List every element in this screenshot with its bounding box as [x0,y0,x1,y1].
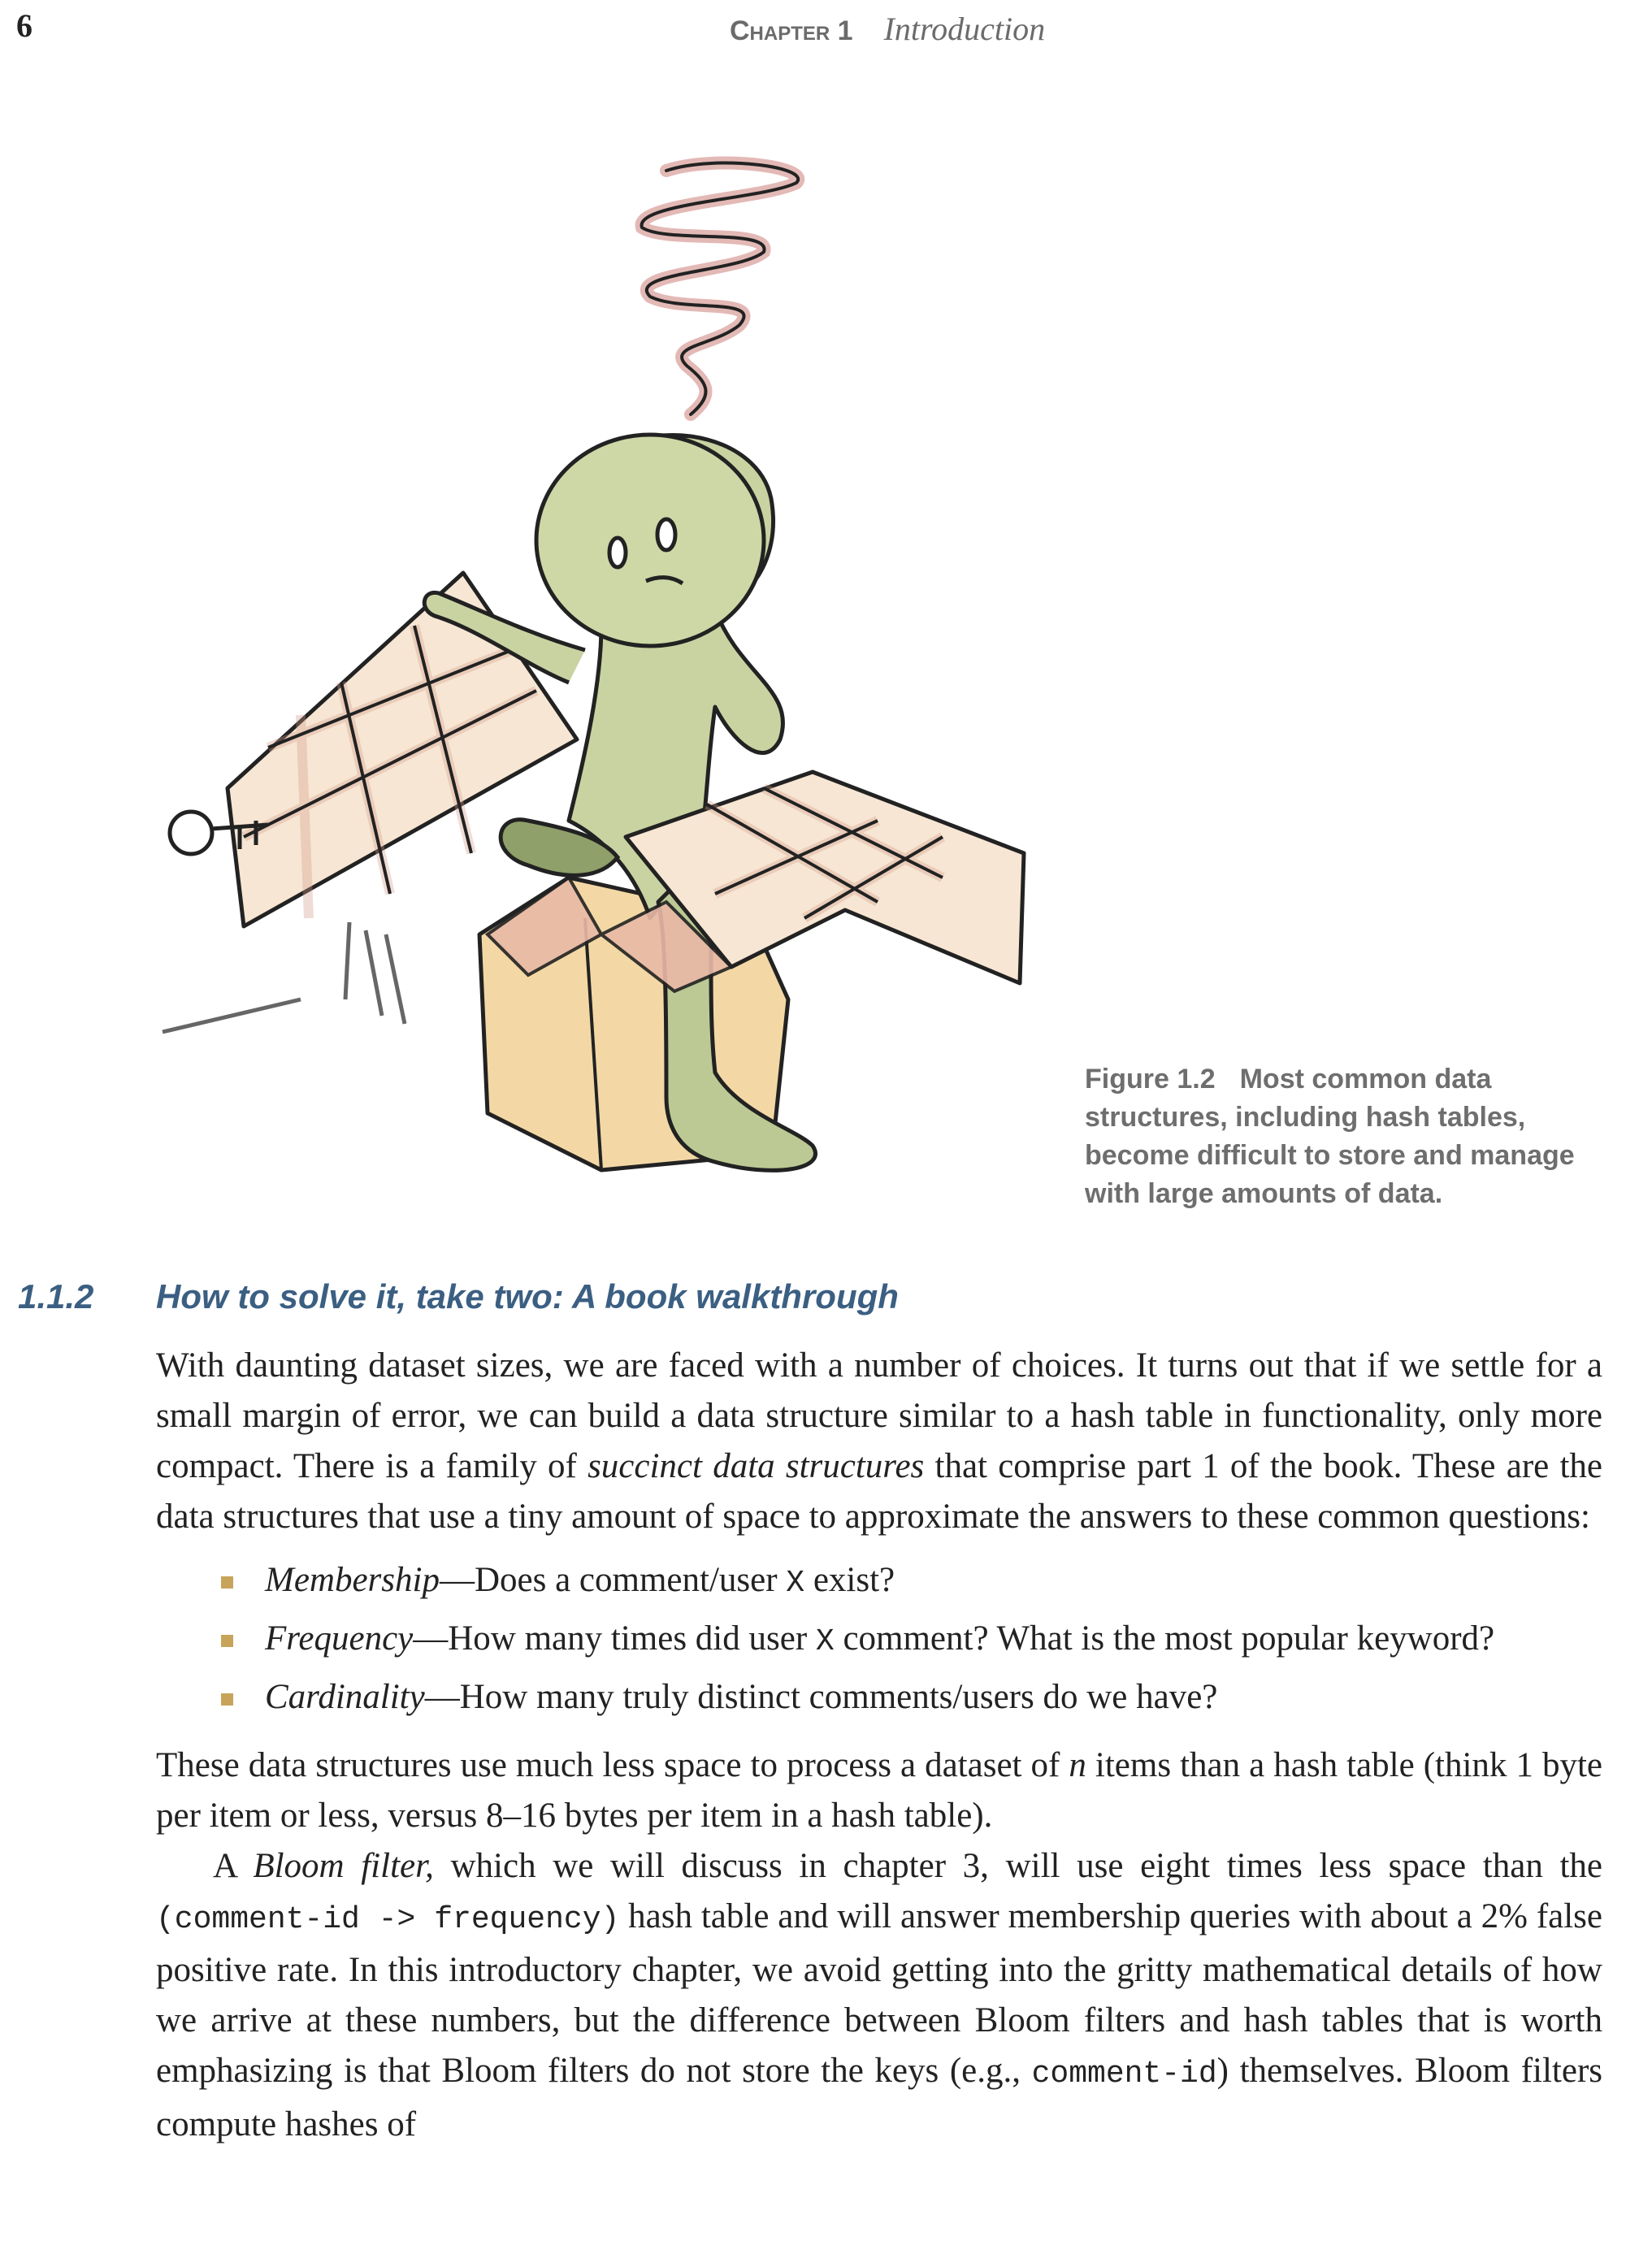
page-number: 6 [16,7,33,44]
figure-illustration [146,122,1048,1203]
section-heading [18,1277,899,1316]
chapter-title: Introduction [883,11,1046,47]
paragraph: With daunting dataset sizes, we are faced with a number of choices. It turns out that if we settle for a small margin of error, we can build a data structure similar to a hash table in functionality, only more compact. There is a family of succinct data structures that comprise part 1 of the book. These are the data structures that use a tiny amount of space to approximate the answers to these common questions: [156,1346,1602,1536]
question-list [156,1555,1602,1726]
figure-caption-text: Most common data structures, including hash tables, become difficult to store and manage with large amounts of data. [1085,1064,1575,1209]
section-number: 1.1.2 [18,1277,94,1316]
figure-caption [1085,1060,1605,1213]
motion-lines [163,922,405,1032]
box-lid-left [228,573,577,926]
list-item: Membership—Does a comment/user X exist? [265,1555,1602,1609]
list-item: Cardinality—How many truly distinct comments/users do we have? [265,1672,1602,1726]
figure-label: Figure 1.2 [1085,1064,1216,1094]
confusion-squiggle [642,163,799,414]
section-title: How to solve it, take two: A book walkthrough [156,1277,899,1316]
chapter-label: Chapter 1 [730,15,853,46]
paragraph: A Bloom filter, which we will discuss in chapter 3, will use eight times less space than the (comment-id -> frequency) hash table and will answer membership queries with about a 2% false positive rate. In this introductory chapter, we avoid getting into the gritty mathematical details of how we arrive at these numbers, but the difference between Bloom filters and hash tables that is worth emphasizing is that Bloom filters do not store the keys (e.g., comment-id) themselves. Bloom filters compute hashes of [156,1847,1603,2143]
paragraph: These data structures use much less space to process a dataset of n items than a hash table (think 1 byte per item or less, versus 8–16 bytes per item in a hash table). [156,1746,1603,1835]
running-head [730,10,1045,48]
body-text [156,1341,1602,2150]
list-item: Frequency—How many times did user X comment? What is the most popular keyword? [265,1614,1602,1667]
